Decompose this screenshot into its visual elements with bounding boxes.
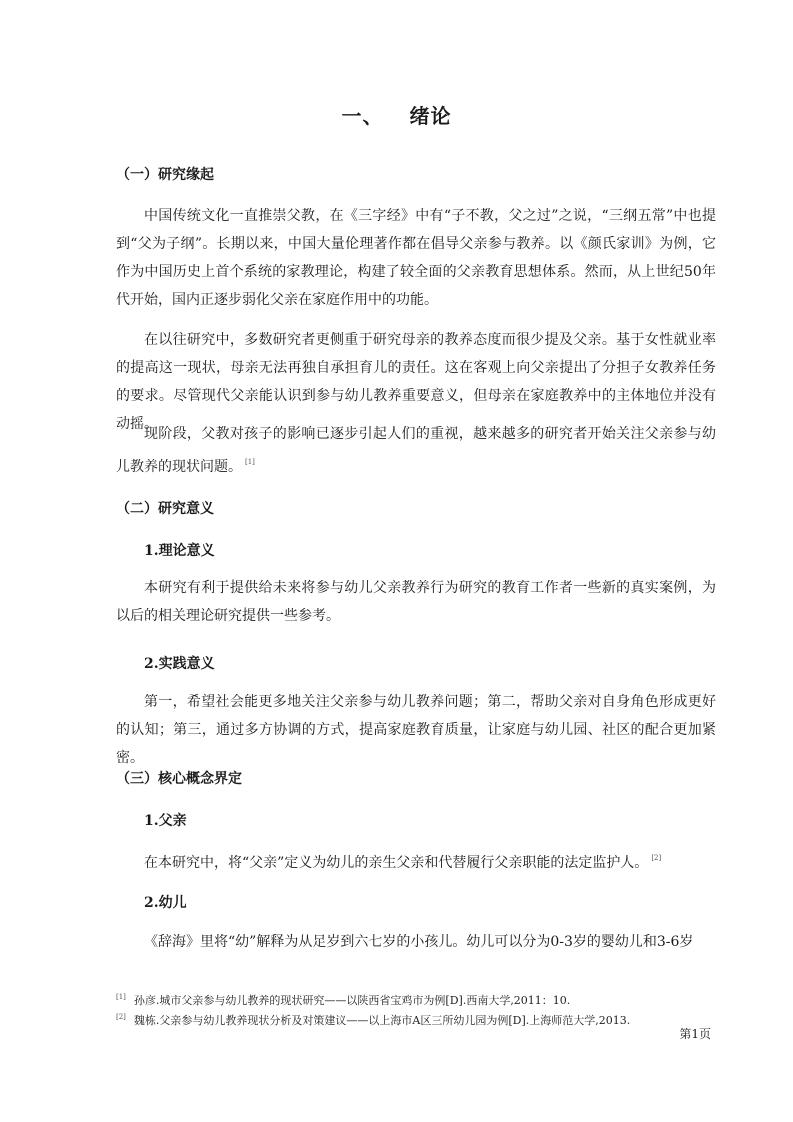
- footnote-item: [116, 1009, 716, 1029]
- subsection-heading-father: 1.父亲: [144, 813, 187, 829]
- chapter-number: 一、: [341, 104, 384, 128]
- page-number: 第1页: [679, 1027, 711, 1041]
- paragraph-child: 《辞海》里将“幼”解释为从足岁到六七岁的小孩儿。幼儿可以分为0-3岁的婴幼儿和3-6岁: [144, 934, 694, 950]
- paragraph-origin-3-text: 现阶段，父教对孩子的影响已逐步引起人们的重视，越来越多的研究者开始关注父亲参与幼儿教养的现状问题。: [116, 426, 716, 475]
- chapter-title-text: 绪论: [409, 104, 452, 128]
- footnotes: [116, 989, 716, 1029]
- subsection-heading-practice: 2.实践意义: [144, 656, 215, 672]
- footnote-mark: [2]: [116, 1013, 126, 1021]
- section-heading-origin: （一）研究缘起: [116, 167, 214, 183]
- paragraph-father: [116, 844, 716, 877]
- paragraph-theory: 本研究有利于提供给未来将参与幼儿父亲教养行为研究的教育工作者一些新的真实案例，为以后的相关理论研究提供一些参考。: [116, 580, 716, 624]
- subsection-heading-child: 2.幼儿: [144, 895, 187, 911]
- paragraph-origin-3: [116, 420, 716, 481]
- chapter-title: [0, 100, 793, 129]
- subsection-heading-theory: 1.理论意义: [144, 543, 215, 559]
- paragraph-father-text: 在本研究中，将“父亲”定义为幼儿的亲生父亲和代替履行父亲职能的法定监护人。: [144, 855, 649, 871]
- section-heading-concepts: （三）核心概念界定: [116, 771, 242, 787]
- footnote-item: [116, 989, 716, 1009]
- paragraph-origin-1: 中国传统文化一直推崇父教，在《三字经》中有“子不教，父之过”之说，“三纲五常”中也提到“父为子纲”。长期以来，中国大量伦理著作都在倡导父亲参与教养。以《颜氏家训》为例，它作为中国历史上首个系统的家教理论，构建了较全面的父亲教育思想体系。然而，从上世纪50年代开始，国内正逐步弱化父亲在家庭作用中的功能。: [116, 208, 716, 308]
- citation-ref-2[interactable]: [2]: [651, 854, 662, 862]
- paragraph-practice: 第一，希望社会能更多地关注父亲参与幼儿教养问题；第二，帮助父亲对自身角色形成更好的认知；第三，通过多方协调的方式，提高家庭教育质量，让家庭与幼儿园、社区的配合更加紧密。: [116, 694, 716, 766]
- footnote-text: 魏栋.父亲参与幼儿教养现状分析及对策建议——以上海市A区三所幼儿园为例[D].上海师范大学,2013.: [133, 1014, 631, 1027]
- footnote-mark: [1]: [116, 993, 126, 1001]
- paragraph-origin-2: 在以往研究中，多数研究者更侧重于研究母亲的教养态度而很少提及父亲。基于女性就业率的提高这一现状，母亲无法再独自承担育儿的责任。这在客观上向父亲提出了分担子女教养任务的要求。尽管现代父亲能认识到参与幼儿教养重要意义，但母亲在家庭教养中的主体地位并没有动摇。: [116, 332, 716, 432]
- citation-ref-1[interactable]: [1]: [245, 458, 255, 466]
- footnote-text: 孙彦.城市父亲参与幼儿教养的现状研究——以陕西省宝鸡市为例[D].西南大学,2011：10.: [133, 994, 571, 1007]
- section-heading-significance: （二）研究意义: [116, 501, 214, 517]
